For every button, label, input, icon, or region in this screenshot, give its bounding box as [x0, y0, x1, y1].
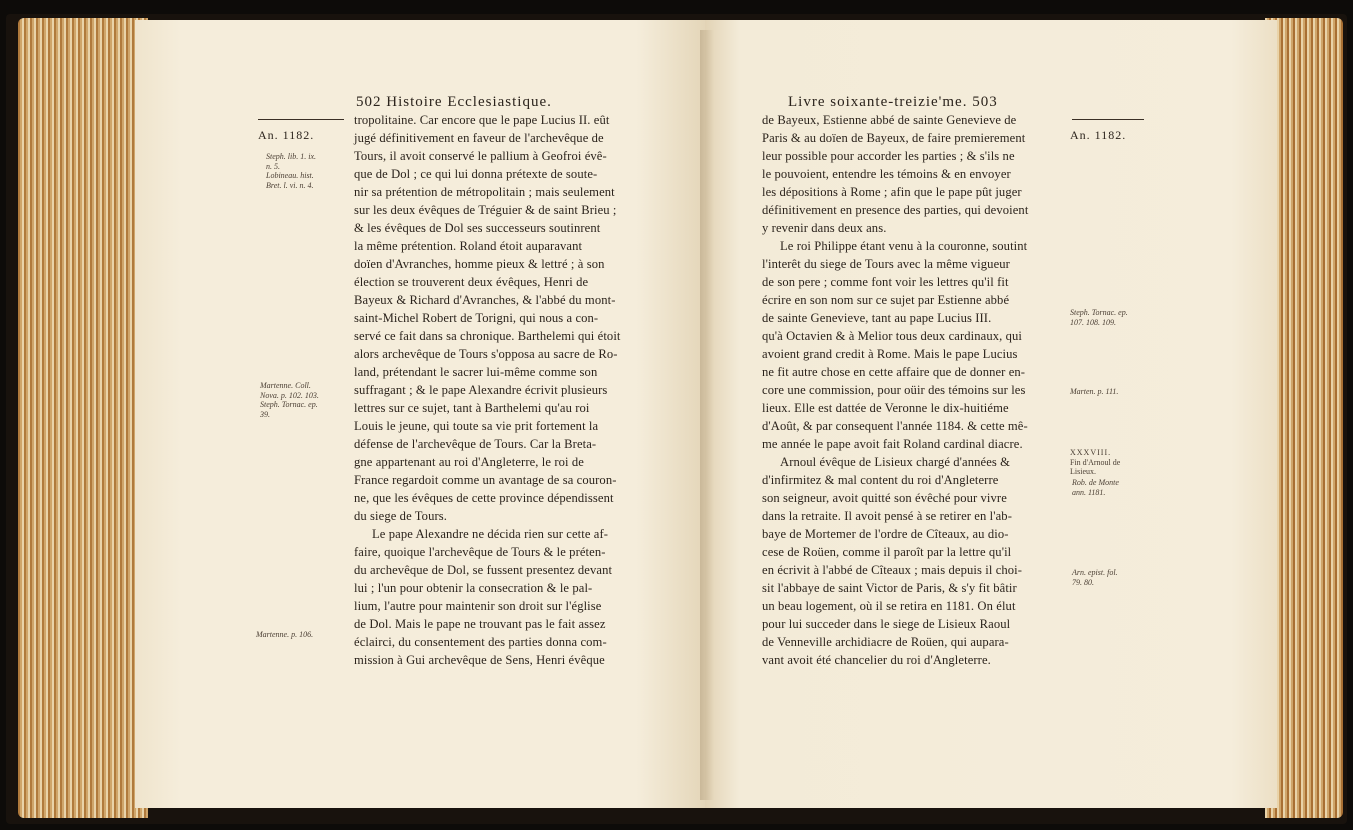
left-line: alors archevêque de Tours s'opposa au sacre de Ro- — [354, 347, 618, 361]
left-line: Bayeux & Richard d'Avranches, & l'abbé du mont- — [354, 293, 616, 307]
left-line: mission à Gui archevêque de Sens, Henri évêque — [354, 653, 605, 667]
right-line: de sainte Genevieve, tant au pape Lucius III. — [762, 311, 992, 325]
left-line: de Dol. Mais le pape ne trouvant pas le fait assez — [354, 617, 606, 631]
left-page-edges — [18, 18, 148, 818]
right-line: écrire en son nom sur ce sujet par Estienne abbé — [762, 293, 1010, 307]
right-line: lieux. Elle est dattée de Veronne le dix-huitiéme — [762, 401, 1009, 415]
left-line: faire, quoique l'archevêque de Tours & le préten- — [354, 545, 606, 559]
right-line: d'infirmitez & mal content du roi d'Angleterre — [762, 473, 999, 487]
right-margin-note-5: Arn. epist. fol. 79. 80. — [1072, 568, 1118, 587]
right-line: me année le pape avoit fait Roland cardinal diacre. — [762, 437, 1023, 451]
left-line: lui ; l'un pour obtenir la consecration & le pal- — [354, 581, 593, 595]
left-margin-note-3: Martenne. p. 106. — [256, 630, 314, 639]
left-line: lium, l'autre pour maintenir son droit sur l'église — [354, 599, 602, 613]
right-line: de son pere ; comme font voir les lettres qu'il fit — [762, 275, 1009, 289]
right-line: ne fit autre chose en cette affaire que de donner en- — [762, 365, 1026, 379]
right-margin-note-2: Marten. p. 111. — [1070, 387, 1119, 396]
right-line: Paris & au doïen de Bayeux, de faire premierement — [762, 131, 1026, 145]
left-line: lettres sur ce sujet, tant à Barthelemi qu'au roi — [354, 401, 590, 415]
left-line: que de Dol ; ce qui lui donna prétexte de soute- — [354, 167, 598, 181]
right-margin-note-4: Rob. de Monte ann. 1181. — [1072, 478, 1119, 497]
left-line: éclairci, du consentement des parties donna com- — [354, 635, 607, 649]
left-margin-rule — [258, 119, 344, 120]
left-line: du siege de Tours. — [354, 509, 448, 523]
right-line: vant avoit été chancelier du roi d'Angleterre. — [762, 653, 991, 667]
left-line: élection se trouverent deux évêques, Henri de — [354, 275, 589, 289]
right-line: core une commission, pour oüir des témoins sur les — [762, 383, 1026, 397]
left-line: sur les deux évêques de Tréguier & de saint Brieu ; — [354, 203, 617, 217]
left-line: Tours, il avoit conservé le pallium à Geofroi évê- — [354, 149, 607, 163]
left-line: saint-Michel Robert de Torigni, qui nous a con- — [354, 311, 599, 325]
right-line: de Venneville archidiacre de Roüen, qui aupara- — [762, 635, 1009, 649]
right-line: cese de Roüen, comme il paroît par la lettre qu'il — [762, 545, 1012, 559]
right-line: de Bayeux, Estienne abbé de sainte Genevieve de — [762, 113, 1017, 127]
right-line: avoient grand credit à Rome. Mais le pape Lucius — [762, 347, 1018, 361]
left-line: France regardoit comme un avantage de sa couron- — [354, 473, 617, 487]
right-margin-note-3: XXXVIII. Fin d'Arnoul de Lisieux. — [1070, 448, 1121, 476]
right-line: Arnoul évêque de Lisieux chargé d'années & — [780, 455, 1011, 469]
right-line: un beau logement, où il se retira en 1181. On élut — [762, 599, 1016, 613]
right-line: d'Août, & par consequent l'année 1184. & cette mê- — [762, 419, 1028, 433]
left-line: gne appartenant au roi d'Angleterre, le roi de — [354, 455, 584, 469]
right-line: l'interêt du siege de Tours avec la même vigueur — [762, 257, 1010, 271]
right-year-label: An. 1182. — [1070, 128, 1127, 142]
left-running-head: 502 Histoire Ecclesiastique. — [356, 94, 552, 110]
left-line: Le pape Alexandre ne décida rien sur cette af- — [372, 527, 609, 541]
left-line: ne, que les évêques de cette province dépendissent — [354, 491, 614, 505]
right-line: le pouvoient, entendre les témoins & en envoyer — [762, 167, 1011, 181]
right-line: sit l'abbaye de saint Victor de Paris, & s'y fit bâtir — [762, 581, 1017, 595]
right-line: pour lui succeder dans le siege de Lisieux Raoul — [762, 617, 1011, 631]
right-line: baye de Mortemer de l'ordre de Cîteaux, au dio- — [762, 527, 1009, 541]
right-line: définitivement en presence des parties, qui devoient — [762, 203, 1029, 217]
right-line: leur possible pour accorder les parties ; & s'ils ne — [762, 149, 1015, 163]
left-line: suffragant ; & le pape Alexandre écrivit plusieurs — [354, 383, 608, 397]
left-line: la même prétention. Roland étoit auparavant — [354, 239, 583, 253]
left-line: nir sa prétention de métropolitain ; mais seulement — [354, 185, 615, 199]
right-line: son seigneur, avoit quitté son évêché pour vivre — [762, 491, 1007, 505]
left-line: & les évêques de Dol ses successeurs soutinrent — [354, 221, 601, 235]
right-line: dans la retraite. Il avoit pensé à se retirer en l'ab- — [762, 509, 1012, 523]
right-line: y revenir dans deux ans. — [762, 221, 887, 235]
right-line: les dépositions à Rome ; afin que le pape pût juger — [762, 185, 1022, 199]
left-line: défense de l'archevêque de Tours. Car la Breta- — [354, 437, 597, 451]
left-year-label: An. 1182. — [258, 128, 315, 142]
left-line: servé ce fait dans sa chronique. Barthelemi qui étoit — [354, 329, 621, 343]
right-margin-note-1: Steph. Tornac. ep. 107. 108. 109. — [1070, 308, 1128, 327]
right-line: en écrivit à l'abbé de Cîteaux ; mais depuis il choi- — [762, 563, 1023, 577]
right-line: qu'à Octavien & à Melior tous deux cardinaux, qui — [762, 329, 1023, 343]
left-line: du archevêque de Dol, se fussent presentez devant — [354, 563, 613, 577]
right-margin-rule — [1072, 119, 1144, 120]
book-gutter — [700, 30, 714, 800]
right-running-head: Livre soixante-treizie'me. 503 — [788, 94, 998, 110]
left-line: doïen d'Avranches, homme pieux & lettré ; à son — [354, 257, 605, 271]
left-line: jugé définitivement en faveur de l'archevêque de — [354, 131, 604, 145]
left-margin-note-1: Steph. lib. 1. ix. n. 5. Lobineau. hist. Bret. l. vi. n. 4. — [266, 152, 316, 190]
right-line: Le roi Philippe étant venu à la couronne, soutint — [780, 239, 1028, 253]
left-line: tropolitaine. Car encore que le pape Lucius II. eût — [354, 113, 610, 127]
left-line: Louis le jeune, qui toute sa vie prit fortement la — [354, 419, 599, 433]
left-line: land, prétendant le sacrer lui-même comme son — [354, 365, 598, 379]
left-margin-note-2: Martenne. Coll. Nova. p. 102. 103. Steph. Tornac. ep. 39. — [260, 381, 319, 419]
